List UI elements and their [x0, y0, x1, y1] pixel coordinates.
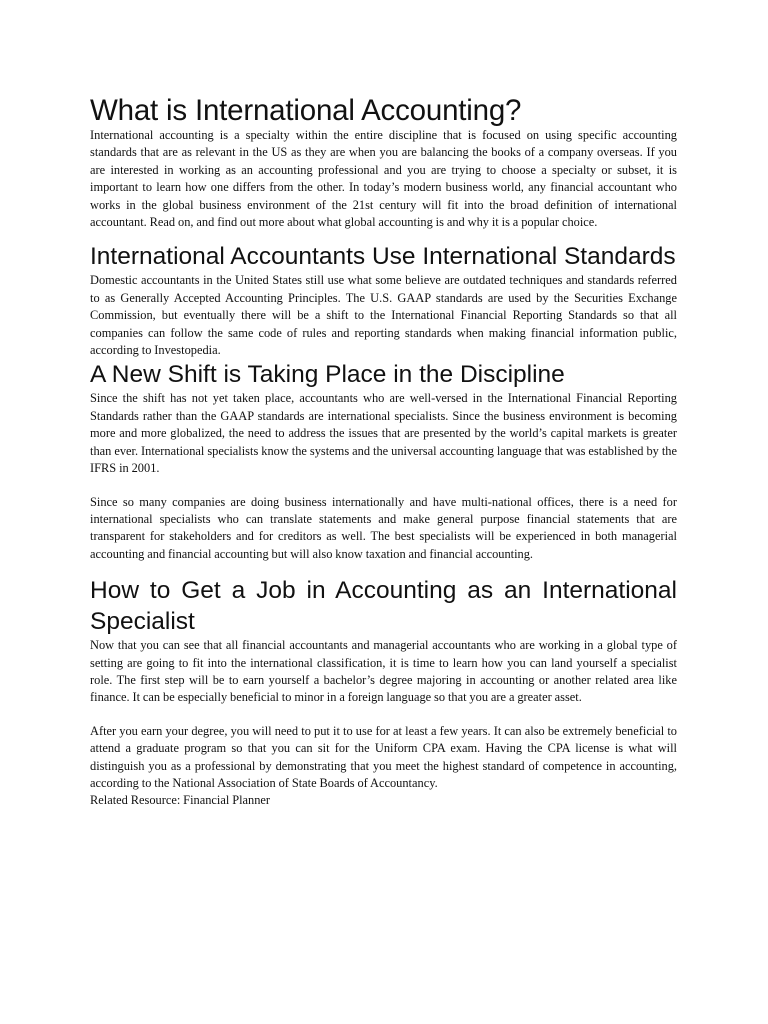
section-heading-shift: A New Shift is Taking Place in the Discipline — [90, 361, 565, 389]
related-resource: Related Resource: Financial Planner — [90, 793, 271, 808]
section-paragraph: Domestic accountants in the United States still use what some believe are outdated techniques and standards referred to as Generally Accepted Accounting Principles. The U.S. GAAP standards are used by the Securities Exchange Commission, but eventually there will be a shift to the International Financial Reporting Standards so that all companies can follow the same code of rules and reporting standards when making financial information public, according to Investopedia. — [90, 273, 677, 358]
intro-paragraph: International accounting is a specialty within the entire discipline that is focused on using specific accounting standards that are as relevant in the US as they are when you are balancing the books of a company overseas. If you are interested in working as an accounting professional and you are trying to choose a specialty or subset, it is important to learn how one differs from the other. In today’s modern business world, any financial accountant who works in the global business environment of the 21st century will fit into the broad definition of international accountant. Read on, and find out more about what global accounting is and why it is a popular choice. — [90, 128, 677, 230]
section-paragraph: Since the shift has not yet taken place, accountants who are well-versed in the International Financial Reporting Standards rather than the GAAP standards are international specialists. Since the business environment is becoming more and more globalized, the need to address the issues that are presented by the world’s capital markets is greater than ever. International specialists know the systems and the universal accounting language that was established by the IFRS in 2001. — [90, 391, 677, 476]
page-title: What is International Accounting? — [90, 94, 522, 127]
section-paragraph: Now that you can see that all financial accountants and managerial accountants who are working in a global type of setting are going to fit into the international classification, it is time to learn how you can land yourself a specialist role. The first step will be to earn yourself a bachelor’s degree majoring in accounting or another related area like finance. It can be especially beneficial to minor in a foreign language so that you are a greater asset. — [90, 638, 677, 705]
paragraph-gap — [90, 478, 677, 494]
document-page — [90, 94, 677, 810]
section-paragraph: Since so many companies are doing business internationally and have multi-national offices, there is a need for international specialists who can translate statements and make general purpose financial statements that are transparent for stakeholders and for creditors as well. The best specialists will be experienced in both managerial accounting and financial accounting but will also know taxation and financial accounting. — [90, 494, 677, 561]
paragraph-gap — [90, 707, 677, 723]
section-paragraph: After you earn your degree, you will need to put it to use for at least a few years. It can also be extremely beneficial to attend a graduate program so that you can sit for the Uniform CPA exam. Having the CPA license is what will distinguish you as a professional by demonstrating that you meet the highest standard of competence in accounting, according to the National Association of State Boards of Accountancy. — [90, 723, 677, 790]
section-heading-standards: International Accountants Use International Standards — [90, 243, 676, 271]
section-heading-job: How to Get a Job in Accounting as an International Specialist — [90, 577, 677, 636]
